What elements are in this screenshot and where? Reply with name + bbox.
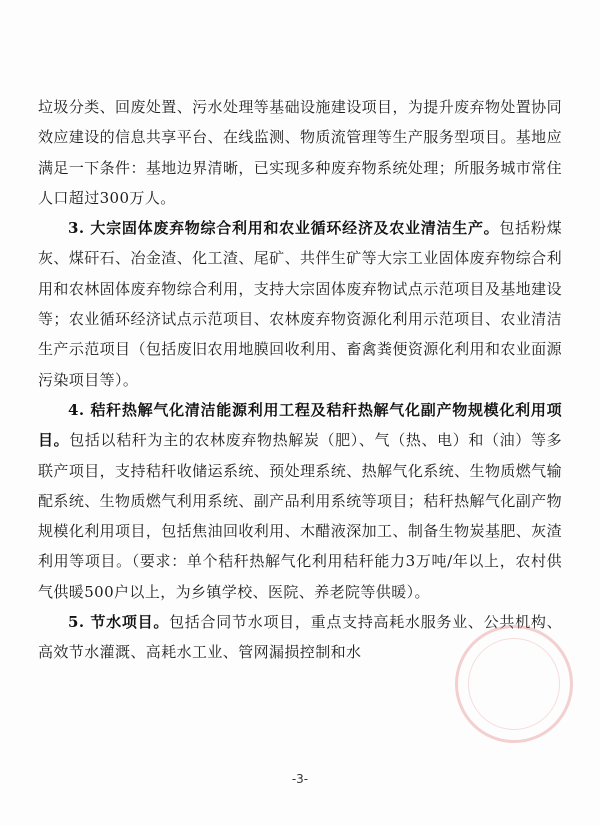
paragraph-2 — [38, 213, 562, 395]
paragraph-1-text: 垃圾分类、回废处置、污水处理等基础设施建设项目，为提升废弃物处置协同效应建设的信息共享平台、在线监测、物质流管理等生产服务型项目。基地应满足一下条件：基地边界清晰，已实现多种废弃物系统处理；所服务城市常住人口超过300万人。 — [38, 98, 562, 207]
paragraph-3 — [38, 395, 562, 607]
paragraph-4-text: 包括合同节水项目，重点支持高耗水服务业、公共机构、高效节水灌溉、高耗水工业、管网漏损控制和水 — [38, 613, 562, 662]
official-seal — [455, 625, 573, 743]
paragraph-3-text: 包括以秸秆为主的农林废弃物热解炭（肥）、气（热、电）和（油）等多联产项目，支持秸秆收储运系统、预处理系统、热解气化系统、生物质燃气输配系统、生物质燃气利用系统、副产品利用系统等项目；秸秆热解气化副产物规模化利用项目，包括焦油回收利用、木醋液深加工、制备生物炭基肥、灰渣利用等项目。（要求：单个秸秆热解气化利用秸秆能力3万吨/年以上，农村供气供暖500户以上，为乡镇学校、医院、养老院等供暖）。 — [38, 431, 562, 601]
official-seal-inner-ring — [468, 638, 560, 730]
paragraph-1 — [38, 92, 562, 213]
paragraph-3-heading: 4. 秸秆热解气化清洁能源利用工程及秸秆热解气化副产物规模化利用项目。 — [38, 400, 562, 450]
paragraph-2-text: 包括粉煤灰、煤矸石、冶金渣、化工渣、尾矿、共伴生矿等大宗工业固体废弃物综合利用和农林固体废弃物综合利用，支持大宗固体废弃物试点示范项目及基地建设等；农业循环经济试点示范项目、农林废弃物资源化利用示范项目、农业清洁生产示范项目（包括废旧农用地膜回收利用、畜禽粪便资源化利用和农业面源污染项目等）。 — [38, 219, 562, 389]
body-text — [38, 92, 562, 668]
page-number: -3- — [291, 772, 309, 786]
paragraph-4-heading: 5. 节水项目。 — [68, 613, 170, 632]
paragraph-2-heading: 3. 大宗固体废弃物综合利用和农业循环经济及农业清洁生产。 — [68, 219, 500, 238]
